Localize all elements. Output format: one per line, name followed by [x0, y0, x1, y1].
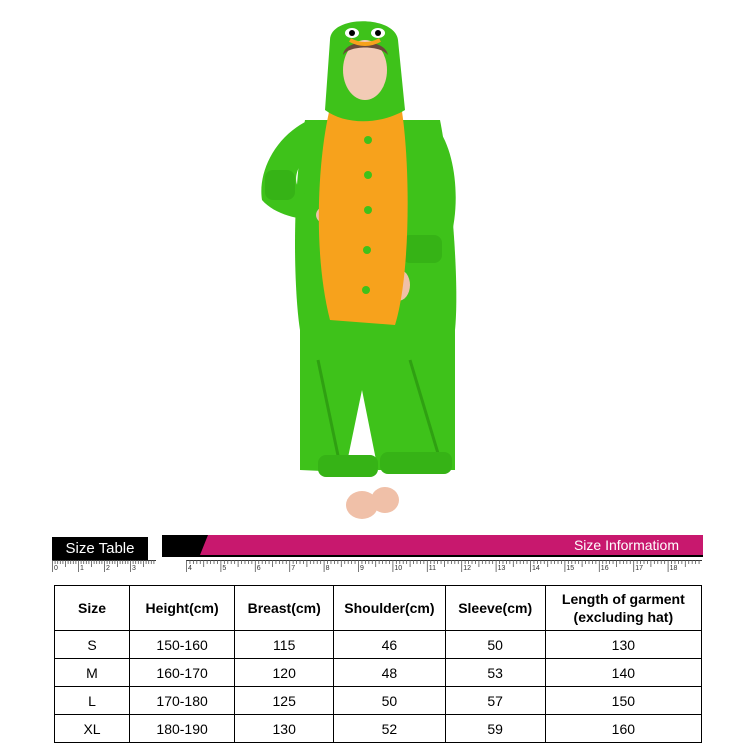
ruler-label: 17	[635, 565, 643, 572]
ruler-label: 1	[80, 565, 84, 572]
ruler-label: 0	[54, 565, 58, 572]
size-information-banner	[162, 535, 703, 557]
ruler-left	[52, 560, 156, 578]
cell-size: L	[55, 687, 130, 715]
cell-length: 140	[545, 659, 701, 687]
header-sleeve: Sleeve(cm)	[445, 586, 545, 631]
ruler-label: 12	[463, 565, 471, 572]
header-height: Height(cm)	[130, 586, 235, 631]
ruler-right	[186, 560, 702, 578]
ruler-label: 15	[566, 565, 575, 572]
size-table	[54, 585, 702, 743]
header-shoulder: Shoulder(cm)	[334, 586, 445, 631]
header-breast: Breast(cm)	[235, 586, 334, 631]
size-information-label: Size Informatiom	[573, 537, 679, 553]
cell-length: 160	[545, 715, 701, 743]
cell-size: S	[55, 631, 130, 659]
cell-height: 180-190	[130, 715, 235, 743]
ruler-label: 11	[428, 565, 437, 572]
cell-sleeve: 57	[445, 687, 545, 715]
ruler-label: 10	[394, 565, 403, 572]
table-row	[55, 715, 702, 743]
header-length	[545, 586, 701, 631]
ruler-label: 4	[188, 565, 192, 572]
table-row	[55, 687, 702, 715]
size-table-label: Size Table	[52, 537, 148, 561]
cell-size: M	[55, 659, 130, 687]
cell-height: 160-170	[130, 659, 235, 687]
ruler-label: 2	[106, 565, 110, 572]
cell-breast: 120	[235, 659, 334, 687]
cell-sleeve: 53	[445, 659, 545, 687]
cell-length: 150	[545, 687, 701, 715]
cell-breast: 130	[235, 715, 334, 743]
ruler-label: 16	[600, 565, 609, 572]
ruler-label: 8	[325, 565, 330, 572]
header-length-line2: (excluding hat)	[573, 609, 674, 625]
cell-length: 130	[545, 631, 701, 659]
cell-height: 150-160	[130, 631, 235, 659]
cell-breast: 115	[235, 631, 334, 659]
cell-sleeve: 59	[445, 715, 545, 743]
ruler-label: 7	[291, 565, 296, 572]
ruler-label: 5	[222, 565, 227, 572]
ruler-label: 13	[497, 565, 506, 572]
ruler-label: 14	[532, 565, 540, 572]
cell-size: XL	[55, 715, 130, 743]
header-size: Size	[55, 586, 130, 631]
cell-breast: 125	[235, 687, 334, 715]
cell-sleeve: 50	[445, 631, 545, 659]
table-row	[55, 631, 702, 659]
cell-shoulder: 46	[334, 631, 445, 659]
cell-height: 170-180	[130, 687, 235, 715]
header-length-line1: Length of garment	[561, 591, 685, 607]
cell-shoulder: 50	[334, 687, 445, 715]
table-header-row	[55, 586, 702, 631]
cell-shoulder: 48	[334, 659, 445, 687]
ruler-label: 6	[256, 565, 261, 572]
table-row	[55, 659, 702, 687]
ruler-label: 18	[669, 565, 678, 572]
cell-shoulder: 52	[334, 715, 445, 743]
ruler-label: 3	[132, 565, 136, 572]
ruler-label: 9	[360, 565, 364, 572]
